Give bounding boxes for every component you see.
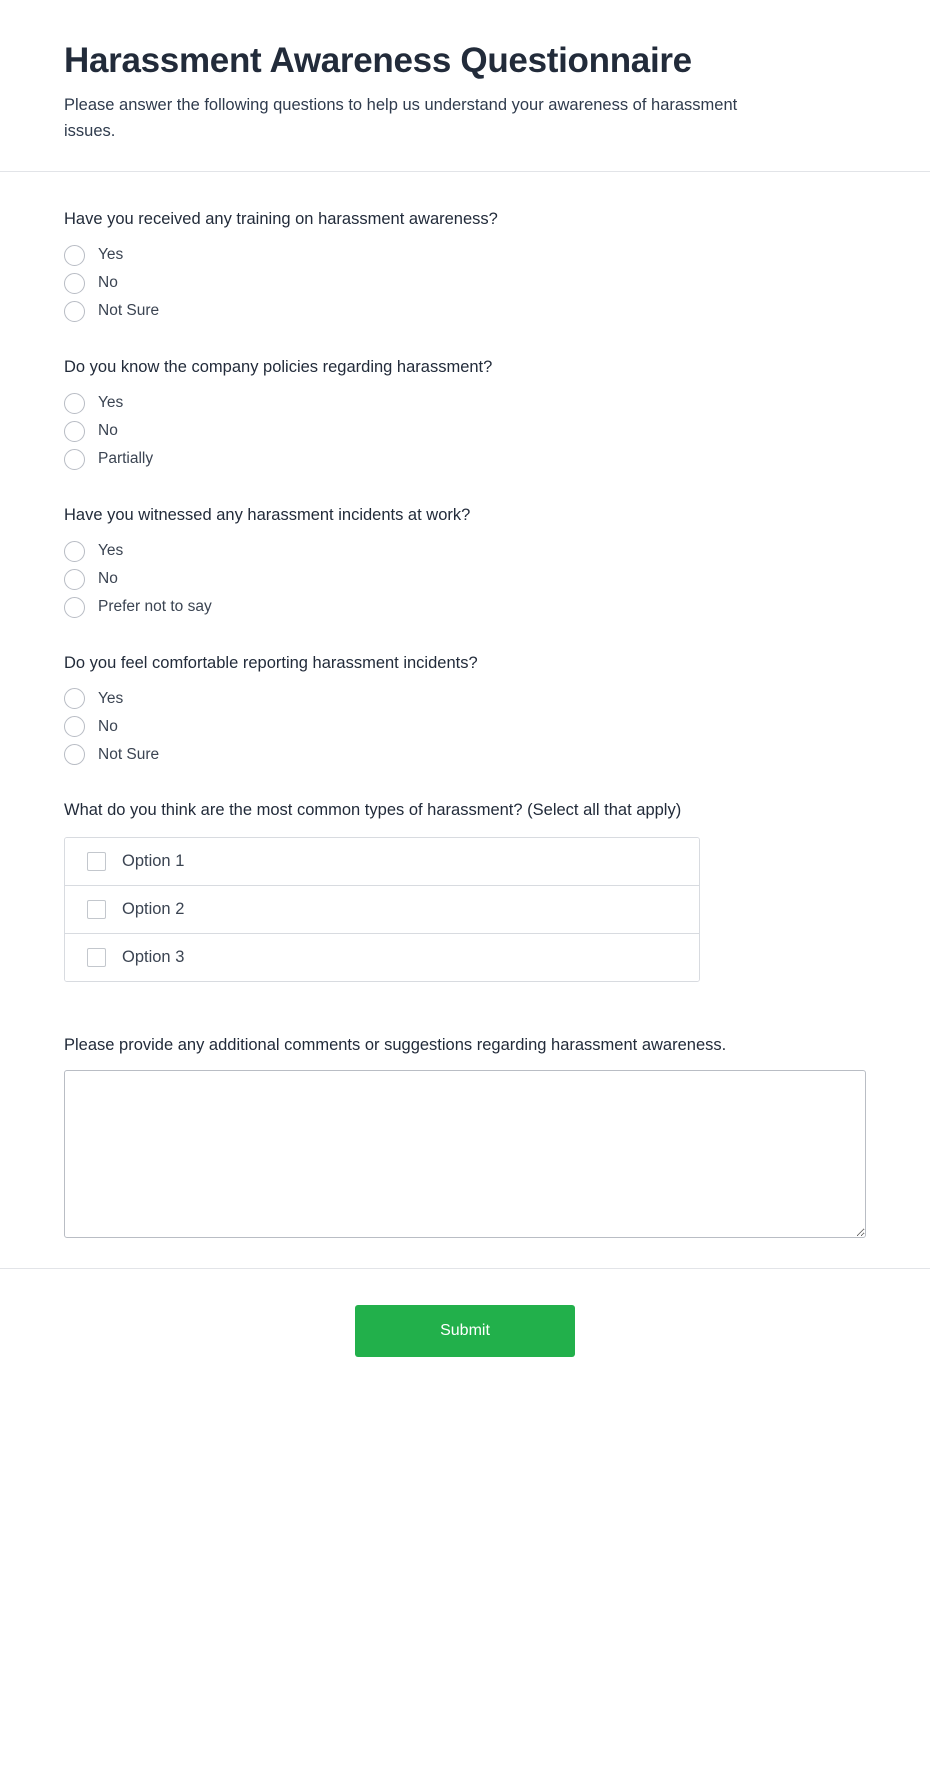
checkbox-label: Option 1 bbox=[122, 852, 185, 871]
comments-block bbox=[64, 1034, 866, 1238]
form-header bbox=[0, 0, 930, 172]
radio-icon[interactable] bbox=[64, 301, 85, 322]
radio-icon[interactable] bbox=[64, 744, 85, 765]
radio-option-4-1[interactable] bbox=[64, 688, 866, 709]
radio-option-3-2[interactable] bbox=[64, 569, 866, 590]
checkbox-option-2[interactable] bbox=[65, 886, 699, 934]
radio-icon[interactable] bbox=[64, 597, 85, 618]
radio-label: No bbox=[98, 717, 118, 735]
comments-label: Please provide any additional comments or suggestions regarding harassment awareness. bbox=[64, 1036, 727, 1055]
radio-icon[interactable] bbox=[64, 273, 85, 294]
question-block-3 bbox=[64, 504, 866, 618]
radio-option-1-1[interactable] bbox=[64, 245, 866, 266]
radio-icon[interactable] bbox=[64, 449, 85, 470]
radio-icon[interactable] bbox=[64, 393, 85, 414]
page-subtitle: Please answer the following questions to help us understand your awareness of harassment issues. bbox=[64, 96, 738, 141]
question-block-1 bbox=[64, 208, 866, 322]
radio-icon[interactable] bbox=[64, 569, 85, 590]
radio-icon[interactable] bbox=[64, 421, 85, 442]
radio-label: Yes bbox=[98, 542, 124, 560]
radio-icon[interactable] bbox=[64, 716, 85, 737]
radio-label: No bbox=[98, 274, 118, 292]
submit-button[interactable]: Submit bbox=[355, 1305, 575, 1357]
question-label-4: Do you feel comfortable reporting harassment incidents? bbox=[64, 653, 478, 672]
radio-label: No bbox=[98, 422, 118, 440]
radio-option-2-2[interactable] bbox=[64, 421, 866, 442]
radio-option-3-3[interactable] bbox=[64, 597, 866, 618]
radio-label: No bbox=[98, 570, 118, 588]
checkbox-icon[interactable] bbox=[87, 948, 106, 967]
radio-label: Yes bbox=[98, 394, 124, 412]
radio-label: Yes bbox=[98, 246, 124, 264]
radio-icon[interactable] bbox=[64, 688, 85, 709]
question-label-3: Have you witnessed any harassment incidents at work? bbox=[64, 505, 471, 524]
question-block-5 bbox=[64, 799, 866, 982]
radio-option-1-2[interactable] bbox=[64, 273, 866, 294]
radio-icon[interactable] bbox=[64, 541, 85, 562]
checkbox-option-3[interactable] bbox=[65, 934, 699, 981]
page-title: Harassment Awareness Questionnaire bbox=[64, 41, 692, 80]
radio-icon[interactable] bbox=[64, 245, 85, 266]
question-label-1: Have you received any training on harassment awareness? bbox=[64, 209, 498, 228]
radio-option-2-1[interactable] bbox=[64, 393, 866, 414]
question-label-5: What do you think are the most common types of harassment? (Select all that apply) bbox=[64, 801, 682, 820]
comments-textarea[interactable] bbox=[64, 1070, 866, 1238]
checkbox-icon[interactable] bbox=[87, 852, 106, 871]
question-block-2 bbox=[64, 356, 866, 470]
radio-option-4-3[interactable] bbox=[64, 744, 866, 765]
checkbox-label: Option 2 bbox=[122, 900, 185, 919]
question-block-4 bbox=[64, 652, 866, 766]
radio-option-2-3[interactable] bbox=[64, 449, 866, 470]
radio-label: Prefer not to say bbox=[98, 598, 212, 616]
form-body bbox=[0, 172, 930, 1269]
checkbox-group bbox=[64, 837, 700, 982]
radio-label: Partially bbox=[98, 450, 154, 468]
question-label-2: Do you know the company policies regarding harassment? bbox=[64, 357, 493, 376]
radio-option-4-2[interactable] bbox=[64, 716, 866, 737]
radio-option-1-3[interactable] bbox=[64, 301, 866, 322]
form-footer bbox=[0, 1268, 930, 1401]
radio-option-3-1[interactable] bbox=[64, 541, 866, 562]
checkbox-icon[interactable] bbox=[87, 900, 106, 919]
checkbox-label: Option 3 bbox=[122, 948, 185, 967]
checkbox-option-1[interactable] bbox=[65, 838, 699, 886]
radio-label: Not Sure bbox=[98, 302, 160, 320]
radio-label: Yes bbox=[98, 689, 124, 707]
radio-label: Not Sure bbox=[98, 745, 160, 763]
